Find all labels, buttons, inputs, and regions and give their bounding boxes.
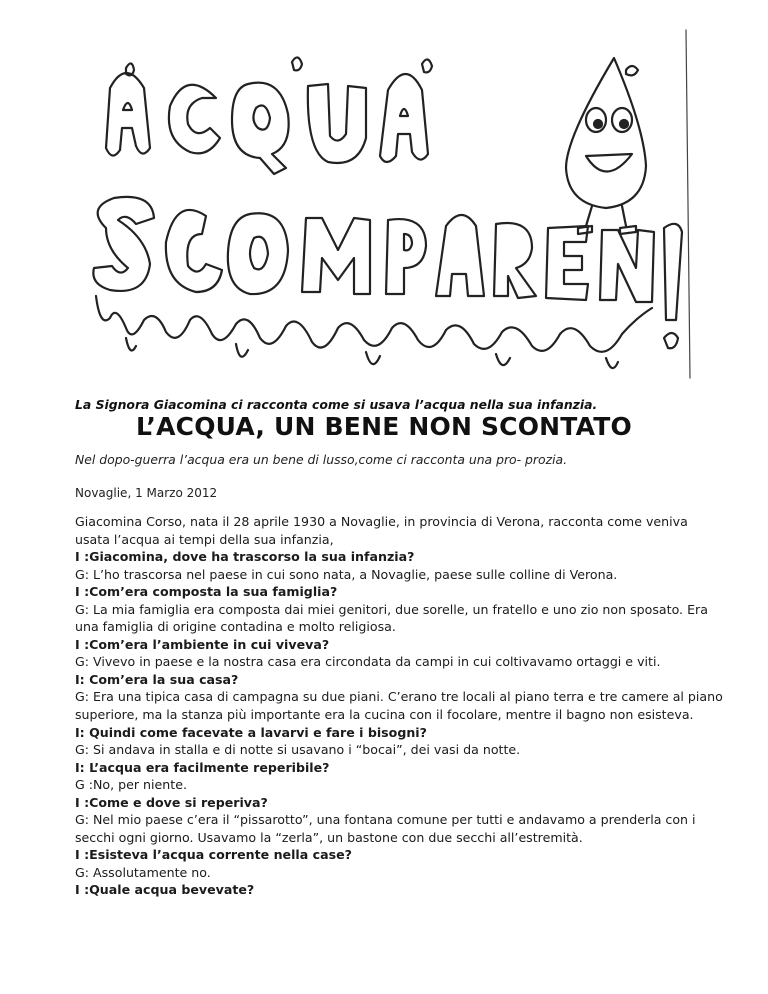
article-title: L’ACQUA, UN BENE NON SCONTATO [136,412,632,441]
interview-answer: G: La mia famiglia era composta dai miei genitori, due sorelle, un fratello e uno zio non sposato. Era una famiglia di origine contadina e molto religiosa. [75,601,708,635]
interview-question: I: Com’era la sua casa? [75,671,239,687]
header-drawing [66,28,698,380]
interview-answer: G :No, per niente. [75,777,187,793]
interview-question: I: L’acqua era facilmente reperibile? [75,759,330,775]
droplet-character-drawing [566,58,646,234]
interview-body [75,513,725,899]
interview-answer: G: Vivevo in paese e la nostra casa era circondata da campi in cui coltivavamo ortaggi e viti. [75,654,661,670]
scomparendo-lettering [93,197,682,368]
hand-drawn-lettering [66,28,698,380]
interview-question: I :Com’era l’ambiente in cui viveva? [75,636,330,652]
dateline: Novaglie, 1 Marzo 2012 [75,486,218,500]
interview-paragraph: Giacomina Corso, nata il 28 aprile 1930 a Novaglie, in provincia di Verona, racconta come veniva usata l’acqua ai tempi della sua infanzia, [75,514,688,547]
article-subtitle: Nel dopo-guerra l’acqua era un bene di lusso,come ci racconta una pro- prozia. [75,452,568,467]
acqua-lettering [106,57,432,174]
interview-answer: G: Era una tipica casa di campagna su due piani. C’erano tre locali al piano terra e tre camere al piano superiore, ma la stanza più importante era la cucina con il focolare, mentre il bagno non esisteva. [75,689,723,723]
intro-caption: La Signora Giacomina ci racconta come si usava l’acqua nella sua infanzia. [75,397,598,412]
interview-question: I :Com’era composta la sua famiglia? [75,584,338,600]
interview-question: I :Esisteva l’acqua corrente nella case? [75,847,352,863]
interview-question: I :Quale acqua bevevate? [75,882,255,898]
interview-question: I :Come e dove si reperiva? [75,794,268,810]
interview-answer: G: Si andava in stalla e di notte si usavano i “bocai”, dei vasi da notte. [75,742,521,758]
interview-question: I: Quindi come facevate a lavarvi e fare i bisogni? [75,724,427,740]
interview-answer: G: Assolutamente no. [75,864,211,880]
interview-answer: G: Nel mio paese c’era il “pissarotto”, una fontana comune per tutti e andavamo a prenderla con i secchi ogni giorno. Usavamo la “zerla”, un bastone con due secchi all’estremità. [75,812,696,845]
interview-answer: G: L’ho trascorsa nel paese in cui sono nata, a Novaglie, paese sulle colline di Verona. [75,566,618,582]
interview-question: I :Giacomina, dove ha trascorso la sua infanzia? [75,549,415,565]
